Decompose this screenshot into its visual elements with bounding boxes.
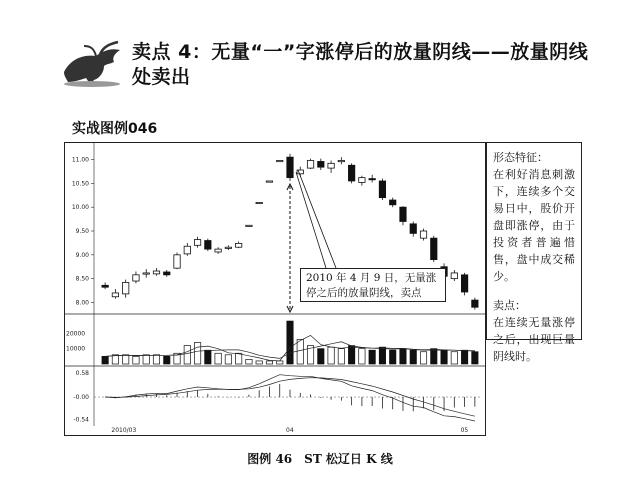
date-tick-label: 04 bbox=[286, 427, 294, 434]
volume-bar bbox=[246, 359, 252, 364]
volume-bar bbox=[348, 346, 354, 364]
volume-bar bbox=[400, 349, 406, 364]
candle-body bbox=[431, 238, 437, 259]
callout-box: 2010 年 4 月 9 日，无量涨停之后的放量阴线，卖点 bbox=[300, 268, 446, 302]
price-tick-label: 8.50 bbox=[75, 275, 89, 283]
volume-bar bbox=[225, 355, 231, 364]
candle-body bbox=[472, 300, 478, 307]
candle-body bbox=[153, 271, 159, 274]
callout-pointer bbox=[298, 170, 336, 268]
date-tick-label: 05 bbox=[460, 427, 469, 434]
volume-bar bbox=[164, 356, 170, 364]
side-panel bbox=[486, 142, 582, 363]
callout-pointer bbox=[296, 172, 326, 268]
volume-panel bbox=[66, 321, 478, 364]
feature-text: 在利好消息刺激下，连续多个交易日中，股价开盘即涨停，由于投资者普遍惜售，盘中成交稀少。 bbox=[493, 168, 575, 283]
candle-body bbox=[379, 181, 385, 198]
volume-bar bbox=[266, 361, 272, 364]
candle-body bbox=[194, 240, 200, 246]
volume-bar bbox=[369, 350, 375, 364]
volume-bar bbox=[256, 361, 262, 364]
candle-body bbox=[369, 179, 375, 180]
candle-body bbox=[164, 272, 170, 275]
volume-bar bbox=[390, 350, 396, 364]
candle-body bbox=[133, 275, 139, 281]
candle-body bbox=[205, 241, 211, 250]
volume-bar bbox=[379, 347, 385, 364]
volume-bar bbox=[359, 349, 365, 364]
candle-body bbox=[420, 231, 426, 238]
price-tick-label: 10.00 bbox=[71, 204, 89, 212]
volume-bar bbox=[184, 346, 190, 364]
price-tick-label: 9.00 bbox=[75, 251, 89, 259]
candle-body bbox=[225, 247, 231, 248]
candle-body bbox=[287, 157, 293, 177]
candle-body bbox=[307, 160, 313, 168]
bull-logo-icon bbox=[60, 38, 124, 88]
candle-body bbox=[102, 285, 108, 287]
volume-bar bbox=[420, 352, 426, 364]
volume-bar bbox=[287, 321, 293, 364]
candle-body bbox=[246, 225, 252, 226]
figure-caption: 图例 46 ST 松辽日 K 线 bbox=[247, 452, 393, 466]
candle-body bbox=[266, 181, 272, 182]
volume-bar bbox=[133, 356, 139, 364]
volume-bar bbox=[153, 355, 159, 364]
candle-body bbox=[112, 293, 118, 297]
volume-bar bbox=[461, 350, 467, 364]
volume-tick-label: 20000 bbox=[66, 330, 86, 338]
volume-bar bbox=[205, 350, 211, 364]
candle-body bbox=[390, 200, 396, 205]
volume-bar bbox=[143, 355, 149, 364]
sell-point-title: 卖点： bbox=[493, 299, 526, 312]
volume-bar bbox=[441, 350, 447, 364]
volume-bar bbox=[410, 350, 416, 364]
volume-tick-label: 10000 bbox=[66, 345, 86, 353]
macd-line bbox=[105, 375, 475, 421]
date-tick-label: 2010/03 bbox=[111, 427, 137, 434]
volume-bar bbox=[102, 356, 108, 364]
candle-body bbox=[461, 275, 467, 292]
macd-tick-label: 0.58 bbox=[75, 369, 89, 377]
volume-bar bbox=[215, 353, 221, 364]
candle-body bbox=[410, 224, 416, 234]
candle-body bbox=[400, 207, 406, 221]
date-axis bbox=[111, 427, 468, 434]
price-tick-label: 10.50 bbox=[71, 180, 89, 188]
candle-body bbox=[359, 178, 365, 183]
volume-bar bbox=[472, 352, 478, 364]
macd-tick-label: -0.00 bbox=[73, 394, 89, 402]
macd-panel bbox=[73, 370, 482, 424]
candle-body bbox=[256, 202, 262, 203]
candle-body bbox=[143, 273, 149, 274]
volume-bar bbox=[338, 349, 344, 364]
volume-bar bbox=[194, 343, 200, 364]
candle-body bbox=[277, 160, 283, 161]
candle-body bbox=[122, 282, 128, 293]
volume-bar bbox=[451, 352, 457, 364]
candle-body bbox=[328, 163, 334, 168]
candle-body bbox=[318, 161, 324, 167]
candle-body bbox=[174, 255, 180, 268]
candle-body bbox=[184, 246, 190, 254]
candle-body bbox=[348, 165, 354, 181]
volume-bar bbox=[431, 349, 437, 364]
feature-title: 形态特征： bbox=[493, 151, 548, 164]
volume-bar bbox=[318, 349, 324, 364]
sell-point-text: 在连续无量涨停之后，出现巨量阴线时。 bbox=[493, 316, 575, 363]
candle-body bbox=[215, 249, 221, 252]
volume-bar bbox=[122, 355, 128, 364]
candle-body bbox=[451, 273, 457, 279]
macd-tick-label: -0.54 bbox=[73, 416, 89, 424]
candle-body bbox=[235, 243, 241, 247]
section-heading: 卖点 4：无量“一”字涨停后的放量阴线——放量阴线处卖出 bbox=[132, 41, 589, 88]
volume-bar bbox=[112, 355, 118, 364]
volume-bar bbox=[328, 347, 334, 364]
price-tick-label: 9.50 bbox=[75, 228, 89, 235]
price-tick-label: 11.00 bbox=[71, 156, 89, 164]
case-label: 实战图例046 bbox=[72, 121, 158, 137]
candle-body bbox=[338, 160, 344, 161]
volume-bar bbox=[235, 353, 241, 364]
volume-bar bbox=[297, 339, 303, 364]
volume-bar bbox=[277, 361, 283, 364]
price-tick-label: 8.00 bbox=[75, 299, 89, 307]
